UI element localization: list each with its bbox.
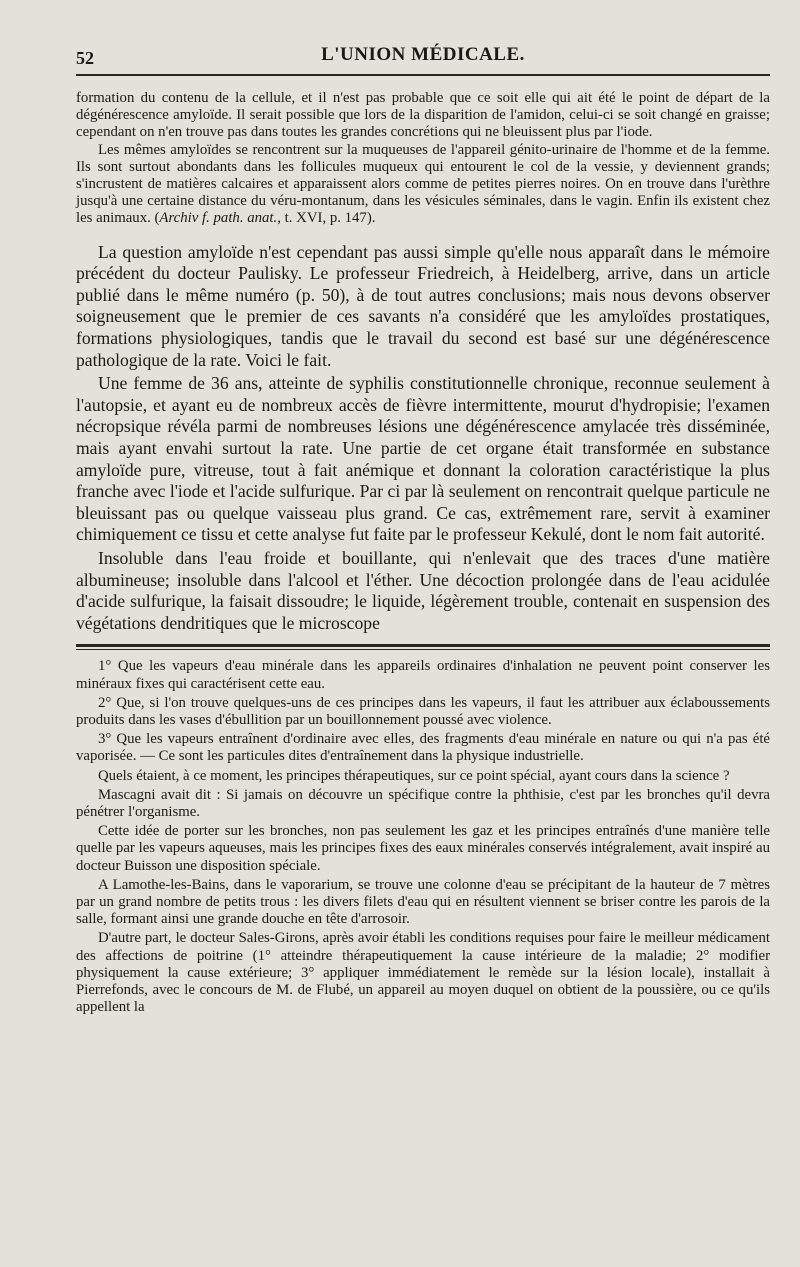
article-paragraph: Insoluble dans l'eau froide et bouillante, qui n'enlevait que des traces d'une matière albumineuse; insoluble dans l'alcool et l'éther. Une décoction prolongée dans de l'eau acidulée d'acide sulfurique, la faisait dissoudre; le liquide, légèrement trouble, contenait en suspension des végétations dendritiques que le microscope — [76, 547, 770, 633]
note-paragraph: formation du contenu de la cellule, et il n'est pas probable que ce soit elle qui ait été le point de départ de la dégénérescence amyloïde. Il serait possible que lors de la disparition de l'amidon, celui-ci se soit changé en graisse; cependant on n'en trouve pas dans toutes les grandes concrétions qui ne bleuissent plus par l'iode. — [76, 90, 770, 141]
running-title: L'UNION MÉDICALE. — [321, 44, 525, 65]
article-paragraph: La question amyloïde n'est cependant pas aussi simple qu'elle nous apparaît dans le mémoire précédent du docteur Paulisky. Le professeur Friedreich, à Heidelberg, arrive, dans un article publié dans le même numéro (p. 50), à de tout autres conclusions; mais nous devons observer soigneusement que le premier de ces savants n'a considéré que les amyloïdes prostatiques, formations physiologiques, tandis que le travail du second est basé sur une dégénérescence pathologique de la rate. Voici le fait. — [76, 241, 770, 370]
feuilleton-section — [76, 658, 770, 1016]
page-number: 52 — [76, 48, 94, 68]
feuilleton-paragraph: Cette idée de porter sur les bronches, non pas seulement les gaz et les principes entraînés d'une manière telle quelle par les vapeurs aqueuses, mais les principes fixes des eaux minérales conservés intégralement, avait inspiré au docteur Buisson une disposition spéciale. — [76, 823, 770, 874]
feuilleton-paragraph: 3° Que les vapeurs entraînent d'ordinaire avec elles, des fragments d'eau minérale en nature ou qui n'a pas été vaporisée. — Ce sont les particules dites d'entraînement dans la physique industrielle. — [76, 731, 770, 765]
feuilleton-paragraph: A Lamothe-les-Bains, dans le vaporarium, se trouve une colonne d'eau se précipitant de la hauteur de 7 mètres par un grand nombre de petits trous : les divers filets d'eau qui en résultent viennent se briser contre les parois de la salle, formant ainsi une grande douche en tête d'arrosoir. — [76, 876, 770, 928]
article-paragraph: Une femme de 36 ans, atteinte de syphilis constitutionnelle chronique, reconnue seulement à l'autopsie, et ayant eu de nombreux accès de fièvre intermittente, mourut d'hydropisie; l'examen nécropsique révéla parmi de nombreuses lésions une dégénérescence amylacée très disséminée, mais ayant envahi surtout la rate. Une partie de cet organe était transformée en substance amyloïde pure, vitreuse, tout à fait anémique et donnant la coloration caractéristique la plus franche avec l'iode et l'acide sulfurique. Par ci par là seulement on rencontrait quelque particule ne bleuissant pas ou quelque vaisseau plus grand. Ce cas, extrêmement rare, servit à examiner chimiquement ce tissu et cette analyse fut faite par le professeur Kekulé, dont le nom fait autorité. — [76, 373, 770, 545]
main-article — [76, 242, 770, 635]
feuilleton-paragraph: 2° Que, si l'on trouve quelques-uns de ces principes dans les vapeurs, il faut les attribuer aux éclaboussements produits dans les vases d'ébullition par un bouillonnement poussé avec violence. — [76, 694, 770, 728]
continued-note — [76, 90, 770, 228]
note-text: Les mêmes amyloïdes se rencontrent sur la muqueuses de l'appareil génito-urinaire de l'homme et de la femme. Ils sont surtout abondants dans les follicules muqueux qui entourent le col de la vessie, y deviennent grands; s'incrustent de matières calcaires et apparaissent alors comme de petites pierres noires. On en trouve dans l'urèthre jusqu'à une certaine distance du véru-montanum, dans les vésicules séminales, dans le vagin. Enfin ils existent chez les animaux. ( — [76, 141, 770, 227]
header-rule — [76, 74, 770, 76]
citation-reference: , t. XVI, p. 147). — [277, 210, 376, 227]
page-header — [76, 0, 770, 68]
note-paragraph — [76, 142, 770, 228]
feuilleton-paragraph: Quels étaient, à ce moment, les principes thérapeutiques, sur ce point spécial, ayant cours dans la science ? — [98, 767, 730, 784]
feuilleton-separator — [76, 644, 770, 650]
feuilleton-paragraph: Mascagni avait dit : Si jamais on découvre un spécifique contre la phthisie, c'est par les bronches qu'il devra pénétrer l'organisme. — [76, 786, 770, 820]
citation-title: Archiv f. path. anat. — [159, 210, 278, 227]
feuilleton-paragraph: D'autre part, le docteur Sales-Girons, après avoir établi les conditions requises pour faire le meilleur médicament des affections de poitrine (1° atteindre thérapeutiquement la cause intérieure de la maladie; 2° modifier physiquement la cause extérieure; 3° appliquer immédiatement le remède sur la lésion locale), installait à Pierrefonds, avec le concours de M. de Flubé, un appareil au moyen duquel on obtient de la poussière, ou ce qu'ils appellent la — [76, 930, 770, 1016]
feuilleton-paragraph: 1° Que les vapeurs d'eau minérale dans les appareils ordinaires d'inhalation ne peuvent point conserver les minéraux fixes qui caractérisent cette eau. — [76, 658, 770, 692]
